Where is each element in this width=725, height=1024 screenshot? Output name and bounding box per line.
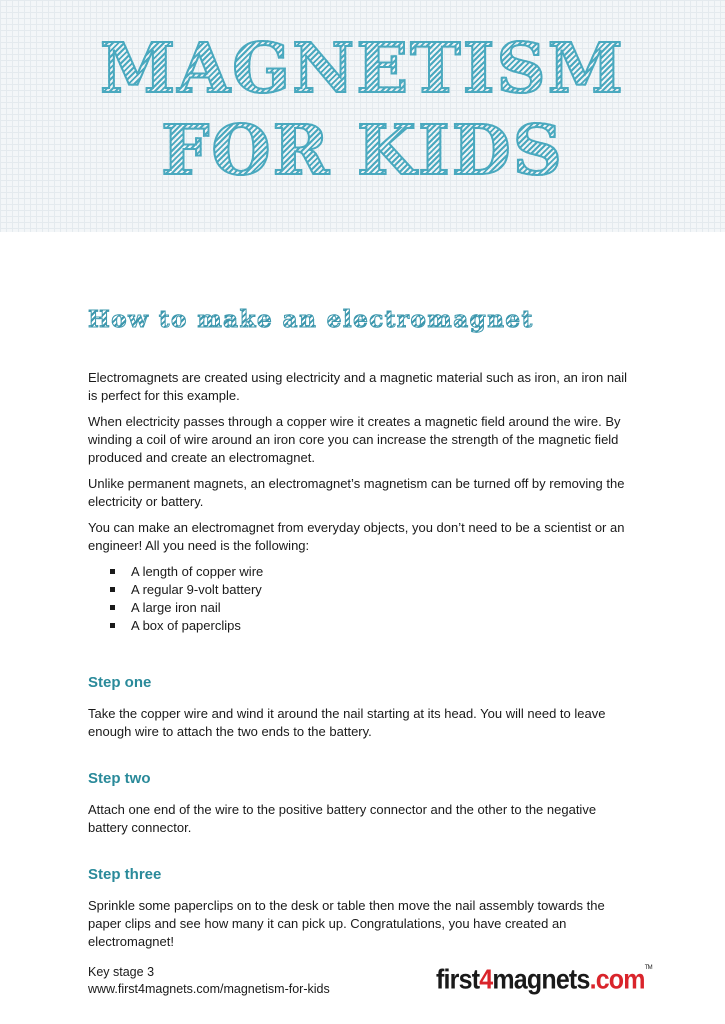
logo-trademark: TM: [644, 964, 652, 972]
footer-url[interactable]: www.first4magnets.com/magnetism-for-kids: [88, 982, 330, 996]
intro-paragraph-3: Unlike permanent magnets, an electromagnet’s magnetism can be turned off by removing the electricity or battery.: [88, 476, 625, 509]
logo-text-four: 4: [479, 964, 493, 996]
key-stage-label: Key stage 3: [88, 965, 155, 979]
list-item-label: A large iron nail: [131, 600, 221, 615]
list-item-label: A length of copper wire: [131, 564, 264, 579]
intro-paragraph-2: When electricity passes through a copper wire it creates a magnetic field around the wire. By winding a coil of wire around an iron core you can increase the strength of the magnetic field produced and create an electromagnet.: [88, 414, 621, 465]
bullet-icon: [110, 623, 115, 628]
intro-paragraph-1: Electromagnets are created using electricity and a magnetic material such as iron, an iron nail is perfect for this example.: [88, 370, 628, 403]
list-item: [88, 563, 263, 581]
logo-text-first: first: [436, 964, 480, 996]
step-one-text: Take the copper wire and wind it around the nail starting at its head. You will need to leave enough wire to attach the two ends to the battery.: [88, 706, 606, 739]
list-item: [88, 581, 263, 599]
bullet-icon: [110, 569, 115, 574]
logo-text-magnets: magnets: [492, 964, 590, 996]
title-banner: [0, 0, 725, 232]
footer-info: [88, 964, 330, 998]
page-title: How to make an electromagnet: [88, 306, 534, 333]
intro-paragraph-4: You can make an electromagnet from everyday objects, you don’t need to be a scientist or an engineer! All you need is the following:: [88, 520, 625, 553]
materials-list: [88, 563, 263, 635]
list-item: [88, 599, 263, 617]
bullet-icon: [110, 587, 115, 592]
step-two-text: Attach one end of the wire to the positive battery connector and the other to the negative battery connector.: [88, 802, 597, 835]
banner-title: [0, 30, 725, 190]
step-three-text: Sprinkle some paperclips on to the desk or table then move the nail assembly towards the paper clips and see how many it can pick up. Congratulations, you have created an electromagnet!: [88, 898, 605, 949]
list-item: [88, 617, 263, 635]
step-three-heading: Step three: [88, 866, 162, 883]
step-two-heading: Step two: [88, 770, 151, 787]
bullet-icon: [110, 605, 115, 610]
step-one-heading: Step one: [88, 674, 152, 691]
list-item-label: A box of paperclips: [131, 618, 241, 633]
banner-title-line1: MAGNETISM: [0, 30, 725, 108]
banner-title-line2: FOR KIDS: [0, 112, 725, 190]
first4magnets-logo[interactable]: [436, 965, 652, 997]
logo-text-com: .com: [589, 964, 645, 996]
list-item-label: A regular 9-volt battery: [131, 582, 262, 597]
